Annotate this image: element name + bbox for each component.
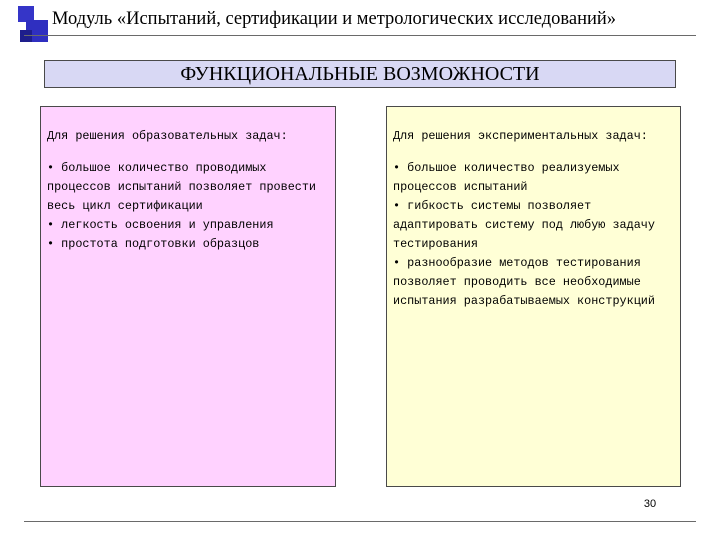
left-panel-item: • большое количество проводимых процессов испытаний позволяет провести весь цикл сертификации [47,161,317,213]
left-panel-item: • легкость освоения и управления [47,218,274,232]
footer-divider [24,521,696,522]
right-panel-item: • большое количество реализуемых процессов испытаний [393,161,620,194]
section-banner: ФУНКЦИОНАЛЬНЫЕ ВОЗМОЖНОСТИ [44,60,676,88]
right-panel-item: • разнообразие методов тестирования позволяет проводить все необходимые испытания разрабатываемых конструкций [393,256,655,308]
left-panel-heading: Для решения образовательных задач: [47,129,288,143]
slide-logo [0,0,60,60]
header-title: Модуль «Испытаний, сертификации и метрологических исследований» [52,9,617,29]
header-divider [24,35,696,36]
right-panel-heading: Для решения экспериментальных задач: [393,129,648,143]
right-panel-item: • гибкость системы позволяет адаптировать систему под любую задачу тестирования [393,199,655,251]
left-panel [40,106,336,487]
logo-square-dark [20,30,32,42]
page-number: 30 [643,498,657,510]
right-panel [386,106,681,487]
left-panel-item: • простота подготовки образцов [47,237,260,251]
